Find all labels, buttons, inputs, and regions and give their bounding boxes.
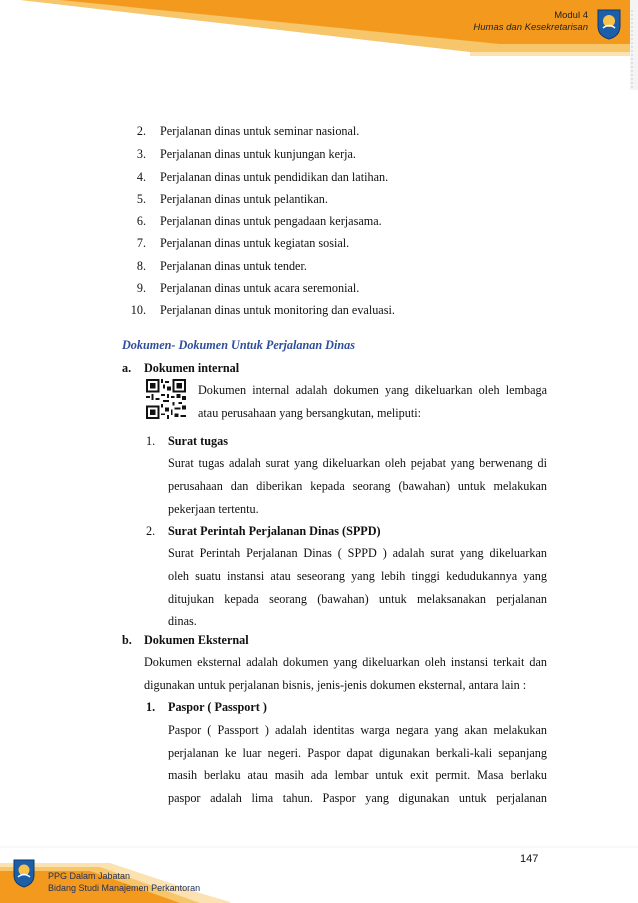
item-body-line: perusahaan dan diberikan kepada seorang (bawahan) untuk melakukan <box>168 479 547 493</box>
header-decoration <box>0 0 638 90</box>
footer-program: PPG Dalam Jabatan <box>48 871 131 881</box>
item-body-line: Surat tugas adalah surat yang dikeluarkan oleh pejabat yang berwenang di <box>168 456 547 470</box>
item-body-line: masih berlaku atau masih ada lembar untuk exit permit. Masa berlaku <box>168 768 547 782</box>
list-item: 6. Perjalanan dinas untuk pengadaan kerjasama. <box>136 214 382 228</box>
list-item: 7. Perjalanan dinas untuk kegiatan sosial. <box>136 236 350 250</box>
item-body-line: dinas. <box>168 614 197 628</box>
item-body-line: pekerjaan tertentu. <box>168 502 259 516</box>
list-item: 4. Perjalanan dinas untuk pendidikan dan latihan. <box>136 170 389 184</box>
page-number: 147 <box>520 853 539 865</box>
list-item: 3. Perjalanan dinas untuk kunjungan kerja. <box>136 147 356 161</box>
list-item: 2. Perjalanan dinas untuk seminar nasional. <box>136 124 360 138</box>
item-body-line: ditujukan kepada seorang (bawahan) untuk melaksanakan perjalanan <box>168 592 547 606</box>
item-number: 1. <box>146 700 156 714</box>
item-body-line: oleh suatu instansi atau seseorang yang lebih tinggi kedudukannya yang <box>168 569 547 583</box>
internal-intro-line: Dokumen internal adalah dokumen yang dikeluarkan oleh lembaga <box>198 383 547 397</box>
subsection-title: Dokumen Eksternal <box>144 633 249 647</box>
subsection-title: Dokumen internal <box>144 361 240 375</box>
header-module: Modul 4 <box>554 10 588 21</box>
list-item: 10. Perjalanan dinas untuk monitoring dan evaluasi. <box>130 303 395 317</box>
item-title: Surat Perintah Perjalanan Dinas (SPPD) <box>168 524 381 538</box>
list-item: 9. Perjalanan dinas untuk acara seremonial. <box>136 281 360 295</box>
subsection-letter: b. <box>122 633 132 647</box>
item-body-line: Paspor ( Passport ) adalah identitas warga negara yang akan melakukan <box>168 723 547 737</box>
header-subtitle: Humas dan Kesekretarisan <box>473 22 588 33</box>
footer-field: Bidang Studi Manajemen Perkantoran <box>48 883 201 893</box>
external-intro-line: digunakan untuk perjalanan bisnis, jenis-jenis dokumen eksternal, antara lain : <box>144 678 527 692</box>
item-body-line: paspor adalah lima tahun. Paspor yang digunakan untuk perjalanan <box>168 791 547 805</box>
internal-intro-line: atau perusahaan yang bersangkutan, meliputi: <box>198 406 422 420</box>
item-title: Paspor ( Passport ) <box>168 700 267 714</box>
item-number: 2. <box>146 524 156 538</box>
tut-wuri-logo-icon <box>12 858 36 888</box>
section-heading: Dokumen- Dokumen Untuk Perjalanan Dinas <box>122 338 355 352</box>
list-item: 8. Perjalanan dinas untuk tender. <box>136 259 307 273</box>
item-number: 1. <box>146 434 156 448</box>
list-item: 5. Perjalanan dinas untuk pelantikan. <box>136 192 328 206</box>
subsection-letter: a. <box>122 361 132 375</box>
item-body-line: perjalanan ke luar negeri. Paspor dapat digunakan berkali-kali sepanjang <box>168 746 547 760</box>
item-title: Surat tugas <box>168 434 228 448</box>
qr-code-icon <box>146 379 186 419</box>
item-body-line: Surat Perintah Perjalanan Dinas ( SPPD ) adalah surat yang dikeluarkan <box>168 546 547 560</box>
tut-wuri-logo-icon <box>596 8 622 40</box>
external-intro-line: Dokumen eksternal adalah dokumen yang dikeluarkan oleh instansi terkait dan <box>144 655 547 669</box>
